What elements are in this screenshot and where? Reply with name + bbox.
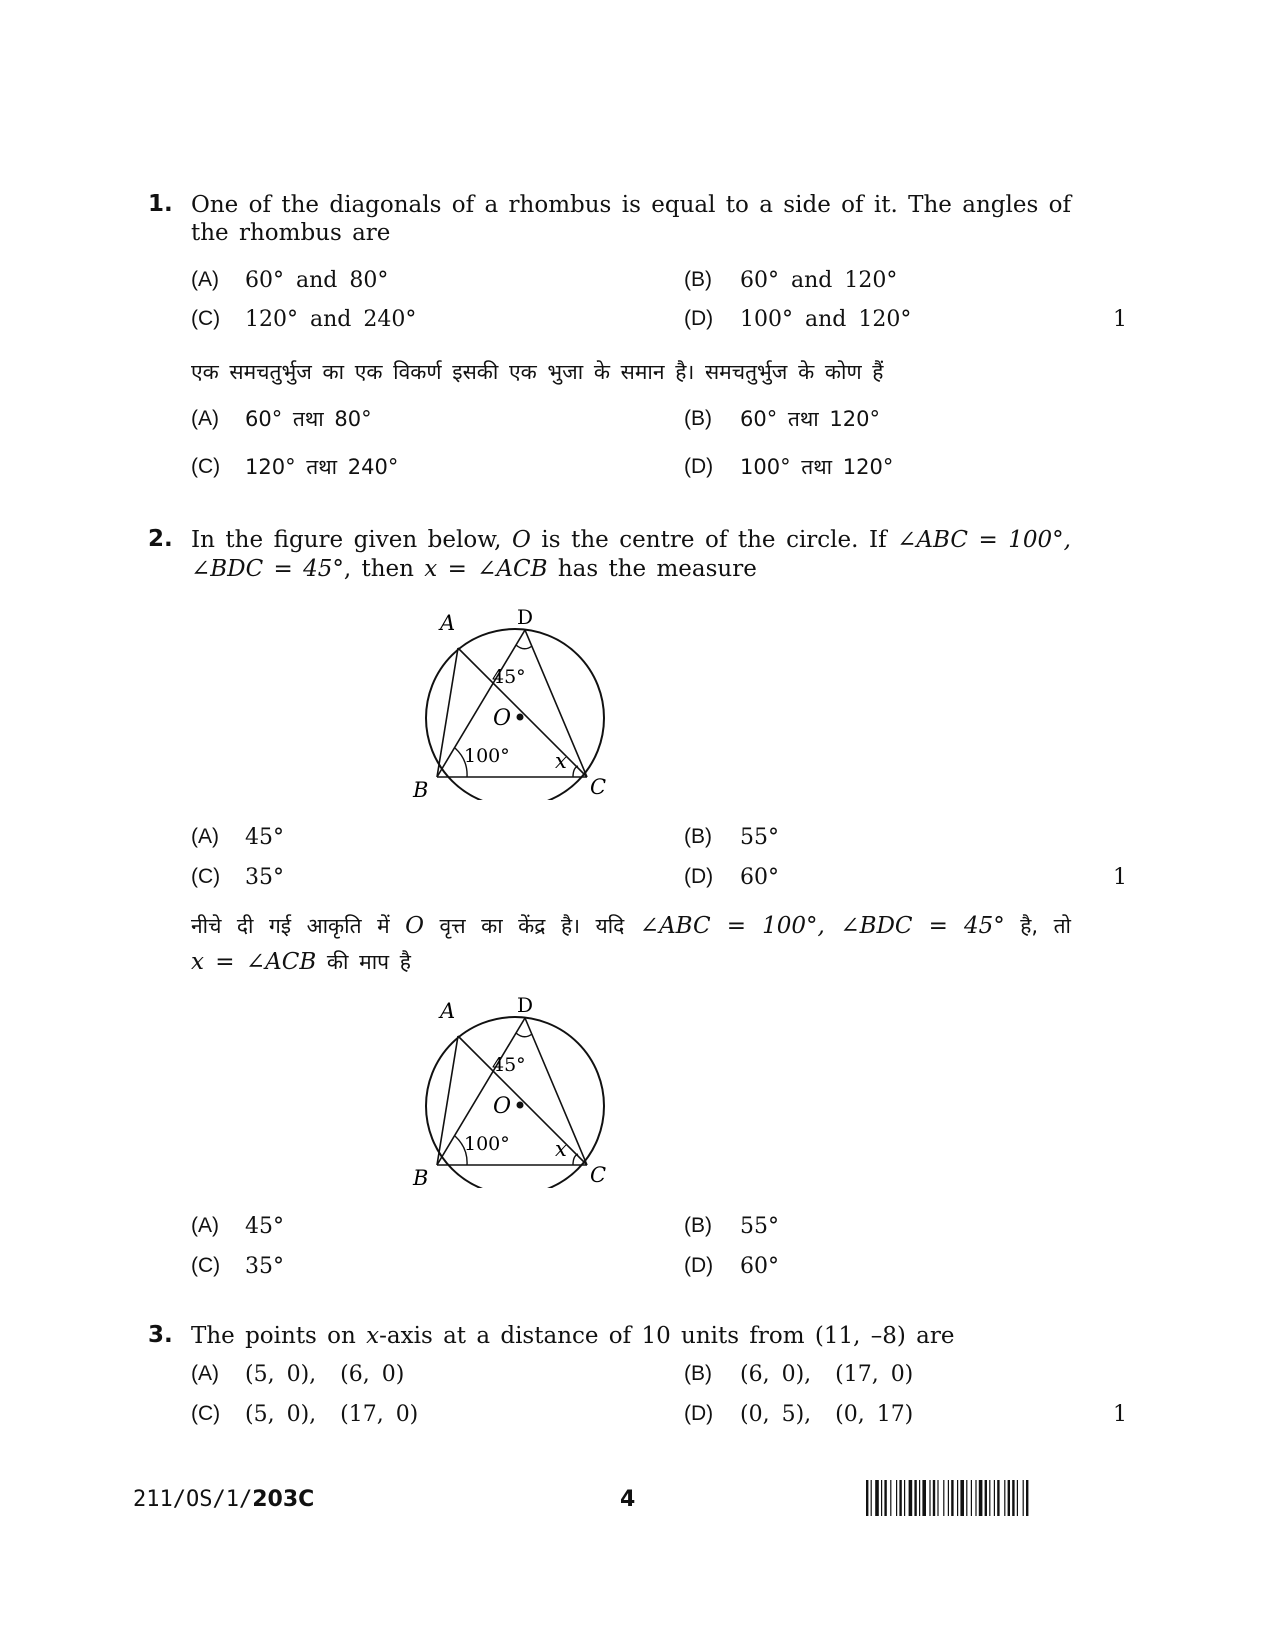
label-d: D [517,993,534,1017]
label-100: 100° [464,745,510,767]
label-b: B [413,778,429,800]
q2-stem-o: O [512,527,531,553]
q3-option-a-letter: (A) [191,1362,219,1385]
q2-marks: 1 [1113,865,1127,890]
barcode-bar [933,1480,935,1516]
q1-hindi-option-b-text: 60° तथा 120° [740,407,880,431]
q2-hindi-option-b-letter: (B) [684,1214,712,1237]
q2-stem-x: x = ∠ACB [424,556,548,582]
barcode-bar [1023,1480,1024,1516]
q2-option-b-text: 55° [740,825,779,850]
barcode-bar [875,1480,879,1516]
q2-hindi-option-d-text: 60° [740,1254,779,1279]
q1-hindi-option-c-letter: (C) [191,455,221,478]
q2-stem-angle-abc: ∠ABC = 100°, [897,527,1071,553]
q1-hindi-option-a-text: 60° तथा 80° [245,407,372,431]
q2-hindi-option-a-text: 45° [245,1214,284,1239]
barcode-bar [1004,1480,1005,1516]
q3-stem-text-2: -axis at a distance of 10 units from (11, –8) are [379,1323,955,1349]
q3-stem-x: x [366,1323,380,1349]
q1-hindi-option-c-text: 120° तथा 240° [245,455,399,479]
q2-hindi-o: O [405,913,424,939]
barcode-bar [971,1480,972,1516]
q2-hindi-text-3: है, तो [1004,914,1071,938]
barcode-bar [943,1480,944,1516]
q2-hindi-text-4: की माप है [316,950,411,974]
barcode-bar [997,1480,999,1516]
barcode-bar [951,1480,953,1516]
barcode-bar [866,1480,868,1516]
chord-ab [437,1036,458,1165]
barcode-bar [1012,1480,1014,1516]
q3-option-a-text: (5, 0), (6, 0) [245,1362,405,1387]
barcode-bar [904,1480,905,1516]
barcode-bar [948,1480,949,1516]
label-x: x [555,749,567,773]
q3-option-d-text: (0, 5), (0, 17) [740,1402,914,1427]
q2-stem-text-1: In the figure given below, [191,527,513,553]
q1-stem-line1: One of the diagonals of a rhombus is equal to a side of it. The angles of [191,192,1071,218]
q1-option-b-text: 60° and 120° [740,268,898,293]
q2-stem-text-2: is the centre of the circle. If [530,527,898,553]
barcode-bar [960,1480,964,1516]
q1-hindi-option-d-text: 100° तथा 120° [740,455,894,479]
barcode-bar [975,1480,976,1516]
q1-option-b-letter: (B) [684,268,712,291]
q2-option-a-letter: (A) [191,825,219,848]
q3-option-b-letter: (B) [684,1362,712,1385]
q1-option-d-letter: (D) [684,307,714,330]
q1-marks: 1 [1113,307,1127,332]
q2-hindi-option-b-text: 55° [740,1214,779,1239]
q1-option-a-letter: (A) [191,268,219,291]
q1-option-a-text: 60° and 80° [245,268,389,293]
barcode-bar [881,1480,882,1516]
barcode-bar [985,1480,987,1516]
label-b: B [413,1166,429,1188]
q2-option-c-letter: (C) [191,865,221,888]
q2-hindi-stem-line1 [191,912,1071,940]
q1-hindi-option-a-letter: (A) [191,407,219,430]
label-a: A [440,999,456,1023]
label-d: D [517,605,534,629]
barcode-bar [966,1480,967,1516]
q2-figure [410,600,630,800]
centre-dot [517,1102,524,1109]
q2-hindi-option-c-letter: (C) [191,1254,221,1277]
q2-option-d-text: 60° [740,865,779,890]
page-number: 4 [620,1487,636,1512]
label-a: A [440,611,456,635]
q2-hindi-figure [410,988,630,1188]
label-o: O [493,1094,512,1119]
circle [426,629,607,800]
q3-marks: 1 [1113,1402,1127,1427]
q3-option-c-letter: (C) [191,1402,221,1425]
barcode-bar [989,1480,990,1516]
q3-option-d-letter: (D) [684,1402,714,1425]
q2-option-a-text: 45° [245,825,284,850]
q1-hindi-option-d-letter: (D) [684,455,714,478]
q3-option-c-text: (5, 0), (17, 0) [245,1402,419,1427]
q2-hindi-stem-line2 [191,948,411,976]
barcode-bar [929,1480,930,1516]
q2-option-c-text: 35° [245,865,284,890]
barcode [866,1480,1126,1516]
arc-angle-d [516,1033,532,1037]
centre-dot [517,714,524,721]
q1-option-d-text: 100° and 120° [740,307,912,332]
q3-stem-text-1: The points on [191,1323,367,1349]
q1-option-c-text: 120° and 240° [245,307,417,332]
barcode-bar [994,1480,995,1516]
barcode-bar [1008,1480,1010,1516]
barcode-bar [1026,1480,1028,1516]
q2-hindi-option-a-letter: (A) [191,1214,219,1237]
q2-number: 2. [148,526,173,552]
q3-option-b-text: (6, 0), (17, 0) [740,1362,914,1387]
paper-code-prefix: 211/OS/1/ [133,1487,253,1512]
paper-code-bold: 203C [252,1487,315,1512]
barcode-bar [896,1480,897,1516]
q1-stem-line2: the rhombus are [191,220,391,246]
q2-hindi-angle-bdc: ∠BDC = 45° [840,913,1005,939]
barcode-bar [909,1480,913,1516]
label-45: 45° [492,1054,526,1076]
q1-hindi-option-b-letter: (B) [684,407,712,430]
label-45: 45° [492,666,526,688]
q2-stem-text-3: , then [343,556,425,582]
label-o: O [493,706,512,731]
barcode-bar [979,1480,983,1516]
barcode-bar [919,1480,920,1516]
q3-stem [191,1322,954,1351]
barcode-bar [899,1480,901,1516]
q1-number: 1. [148,191,173,217]
barcode-bar [884,1480,886,1516]
barcode-bar [914,1480,916,1516]
q2-hindi-x: x = ∠ACB [191,949,317,975]
barcode-bar [890,1480,891,1516]
q2-hindi-angle-abc: ∠ABC = 100°, [639,913,825,939]
q2-option-b-letter: (B) [684,825,712,848]
barcode-bar [957,1480,958,1516]
label-x: x [555,1137,567,1161]
q2-option-d-letter: (D) [684,865,714,888]
q2-hindi-option-d-letter: (D) [684,1254,714,1277]
arc-angle-d [516,645,532,649]
circle [426,1017,607,1188]
q2-hindi-option-c-text: 35° [245,1254,284,1279]
barcode-bar [1017,1480,1018,1516]
label-100: 100° [464,1133,510,1155]
q2-stem-text-4: has the measure [547,556,757,582]
q2-hindi-text-2: वृत्त का केंद्र है। यदि [423,914,640,938]
barcode-bar [937,1480,938,1516]
label-c: C [590,1163,607,1187]
barcode-bar [922,1480,926,1516]
q3-number: 3. [148,1322,173,1348]
q2-stem-line2 [191,555,757,584]
chord-ab [437,648,458,777]
label-c: C [590,775,607,799]
q2-stem-line1 [191,526,1071,555]
barcode-bar [871,1480,872,1516]
paper-code [133,1487,314,1512]
q2-stem-angle-bdc: ∠BDC = 45° [191,556,344,582]
q1-hindi-stem: एक समचतुर्भुज का एक विकर्ण इसकी एक भुजा के समान है। समचतुर्भुज के कोण हैं [191,360,884,384]
q2-hindi-text-1: नीचे दी गई आकृति में [191,914,406,938]
q1-option-c-letter: (C) [191,307,221,330]
